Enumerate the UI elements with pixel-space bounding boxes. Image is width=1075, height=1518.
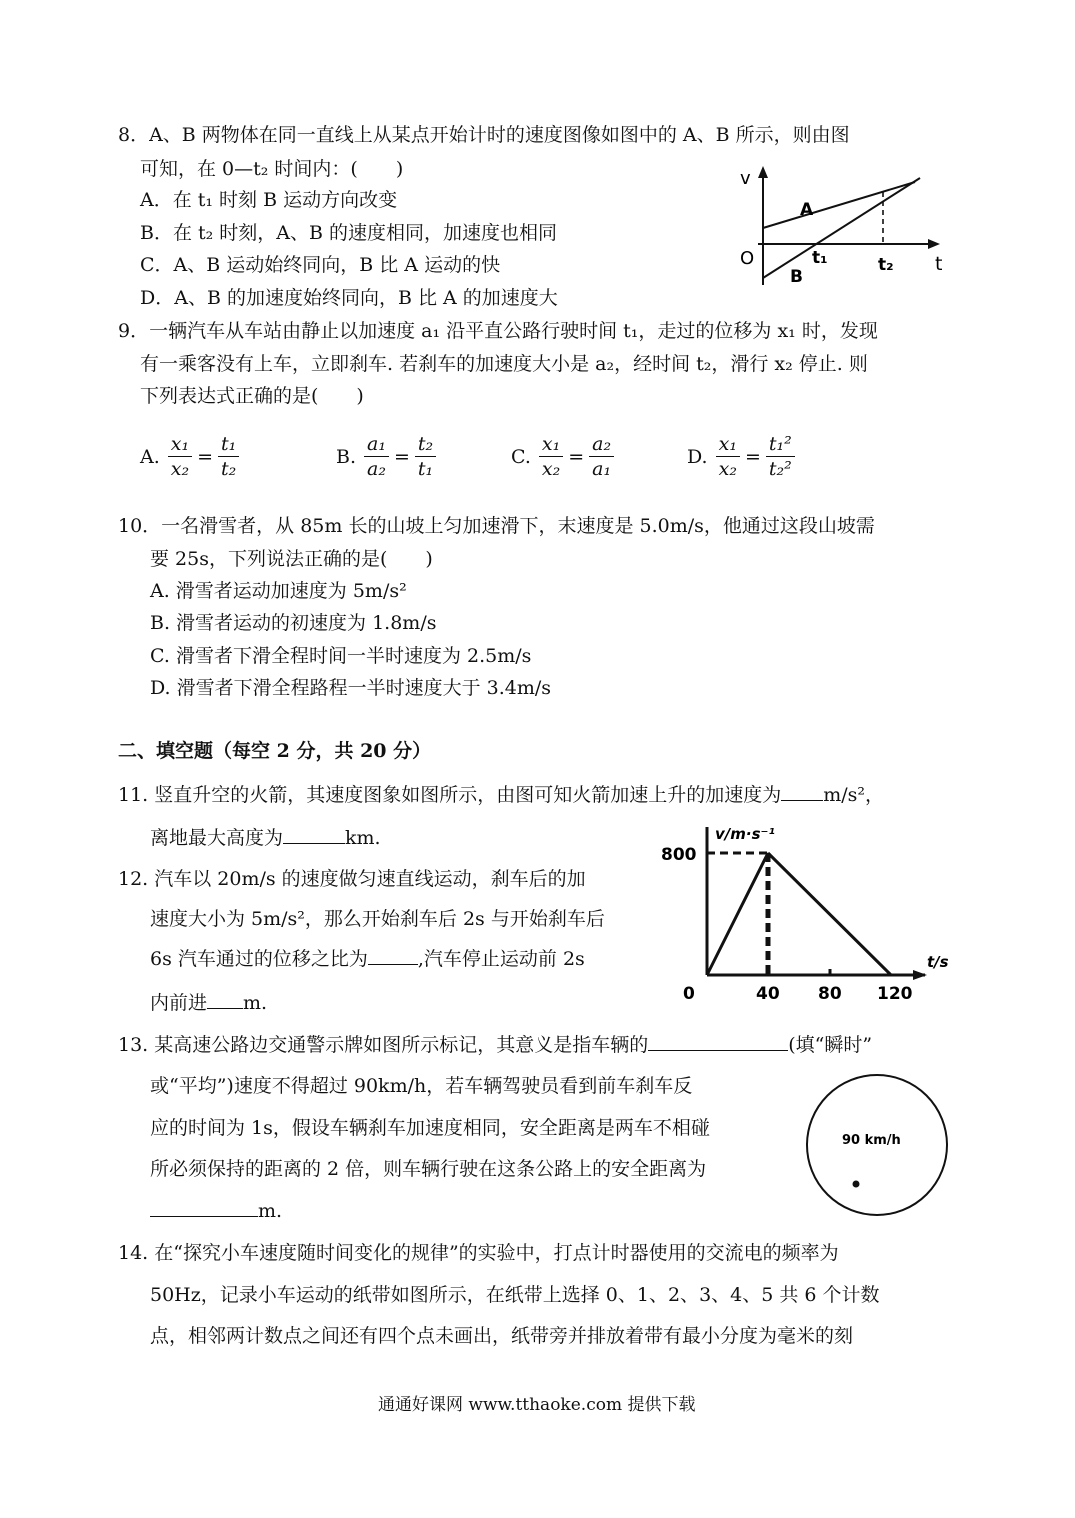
q11-line1: 11. 竖直升空的火箭，其速度图象如图所示，由图可知火箭加速上升的加速度为 m/s²，: [118, 784, 885, 806]
q11-x80: 80: [818, 984, 842, 1004]
q13-blank-speed-type[interactable]: [648, 1032, 788, 1051]
q12-line4: 内前进 m.: [150, 992, 268, 1014]
q14-line1: 14. 在“探究小车速度随时间变化的规律”的实验中，打点计时器使用的交流电的频率为: [118, 1242, 839, 1264]
q11-fall-line: [768, 853, 891, 975]
q8-t-axis-arrow: [928, 239, 940, 249]
q11-blank-acceleration[interactable]: [781, 782, 823, 801]
q8-label-b: B: [790, 267, 803, 287]
q8-option-c: C．A、B 运动始终同向，B 比 A 运动的快: [140, 254, 501, 276]
q9-option-c: C. $\frac{\text{x₁}}{\text{x₂}}$ = $\frac{\text{a₂}}{\text{a₁}}$: [511, 432, 616, 481]
q10-stem-line2: 要 25s，下列说法正确的是( ): [150, 548, 433, 570]
q8-label-t: t: [935, 253, 943, 275]
q10-option-d: D. 滑雪者下滑全程路程一半时速度大于 3.4m/s: [150, 677, 552, 699]
page-footer: 通通好课网 www.tthaoke.com 提供下载: [378, 1395, 696, 1415]
q8-label-t1: t₁: [812, 248, 828, 268]
q8-label-o: O: [740, 248, 755, 269]
q8-option-a: A．在 t₁ 时刻 B 运动方向改变: [140, 189, 398, 211]
section-title-fill-in: 二、填空题（每空 2 分，共 20 分）: [118, 740, 432, 762]
q13-line2: 或“平均”)速度不得超过 90km/h，若车辆驾驶员看到前车刹车反: [150, 1075, 693, 1097]
q13-line5: m.: [150, 1198, 282, 1224]
q14-line2: 50Hz，记录小车运动的纸带如图所示，在纸带上选择 0、1、2、3、4、5 共 6 个计数: [150, 1284, 880, 1306]
q11-blank-height[interactable]: [283, 825, 345, 844]
q11-x40: 40: [756, 984, 780, 1004]
q11-rocket-velocity-graph: [655, 815, 955, 1010]
q13-sign-dot: [853, 1181, 860, 1188]
q9-stem-line3: 下列表达式正确的是( ): [140, 385, 364, 407]
q11-t-axis-arrow: [913, 970, 927, 980]
q8-option-d: D．A、B 的加速度始终同向，B 比 A 的加速度大: [140, 287, 558, 309]
q10-stem-line1: 10．一名滑雪者，从 85m 长的山坡上匀加速滑下，末速度是 5.0m/s，他通过这段山坡需: [118, 515, 875, 537]
q14-line3: 点，相邻两计数点之间还有四个点未画出，纸带旁并排放着带有最小分度为毫米的刻: [150, 1325, 854, 1347]
q10-option-a: A. 滑雪者运动加速度为 5m/s²: [150, 580, 407, 602]
q9-option-d: D. $\frac{\text{x₁}}{\text{x₂}}$ = $\frac{\text{t₁²}}{\text{t₂²}}$: [687, 432, 797, 481]
q9-stem-line2: 有一乘客没有上车，立即刹车. 若刹车的加速度大小是 a₂，经时间 t₂，滑行 x₂ 停止. 则: [140, 353, 868, 375]
q10-option-b: B. 滑雪者运动的初速度为 1.8m/s: [150, 612, 437, 634]
q12-blank-ratio[interactable]: [368, 946, 418, 965]
q11-rise-line: [707, 853, 768, 975]
q9-option-a: A. $\frac{\text{x₁}}{\text{x₂}}$ = $\frac{\text{t₁}}{\text{t₂}}$: [140, 432, 241, 481]
q8-stem-line2: 可知，在 0—t₂ 时间内：( ): [140, 158, 404, 180]
q8-velocity-graph: [730, 160, 960, 295]
q11-ylabel: v/m·s⁻¹: [715, 825, 775, 843]
q13-sign-text: 90 km/h: [842, 1133, 901, 1148]
q12-blank-distance[interactable]: [207, 990, 243, 1009]
q11-line2: 离地最大高度为 km.: [150, 827, 381, 849]
q12-line3: 6s 汽车通过的位移之比为 ,汽车停止运动前 2s: [150, 948, 585, 970]
q12-line1: 12. 汽车以 20m/s 的速度做匀速直线运动，刹车后的加: [118, 868, 586, 890]
q13-line3: 应的时间为 1s，假设车辆刹车加速度相同，安全距离是两车不相碰: [150, 1117, 710, 1139]
q9-stem-line1: 9．一辆汽车从车站由静止以加速度 a₁ 沿平直公路行驶时间 t₁，走过的位移为 x₁ 时，发现: [118, 320, 878, 342]
q8-stem-line1: 8．A、B 两物体在同一直线上从某点开始计时的速度图像如图中的 A、B 所示，则由图: [118, 124, 850, 146]
q10-option-c: C. 滑雪者下滑全程时间一半时速度为 2.5m/s: [150, 645, 532, 667]
q12-line2: 速度大小为 5m/s²，那么开始刹车后 2s 与开始刹车后: [150, 908, 605, 930]
q11-xlabel: t/s: [927, 953, 949, 971]
q8-v-axis-arrow: [758, 166, 768, 178]
q8-line-b: [763, 178, 920, 278]
q8-label-a: A: [800, 200, 814, 220]
q8-line-a: [763, 182, 915, 228]
q8-label-v: v: [740, 168, 751, 189]
q9-option-b: B. $\frac{\text{a₁}}{\text{a₂}}$ = $\frac{\text{t₂}}{\text{t₁}}$: [336, 432, 438, 481]
q13-line4: 所必须保持的距离的 2 倍，则车辆行驶在这条公路上的安全距离为: [150, 1158, 707, 1180]
q13-speed-limit-sign: [800, 1070, 955, 1220]
q13-line1: 13. 某高速公路边交通警示牌如图所示标记，其意义是指车辆的 (填“瞬时”: [118, 1034, 873, 1056]
q11-y800: 800: [661, 845, 697, 865]
q11-x120: 120: [877, 984, 913, 1004]
q8-label-t2: t₂: [878, 255, 894, 275]
q8-option-b: B．在 t₂ 时刻，A、B 的速度相同，加速度也相同: [140, 222, 558, 244]
q11-x0: 0: [683, 984, 695, 1004]
q13-blank-safe-distance[interactable]: [150, 1198, 258, 1217]
